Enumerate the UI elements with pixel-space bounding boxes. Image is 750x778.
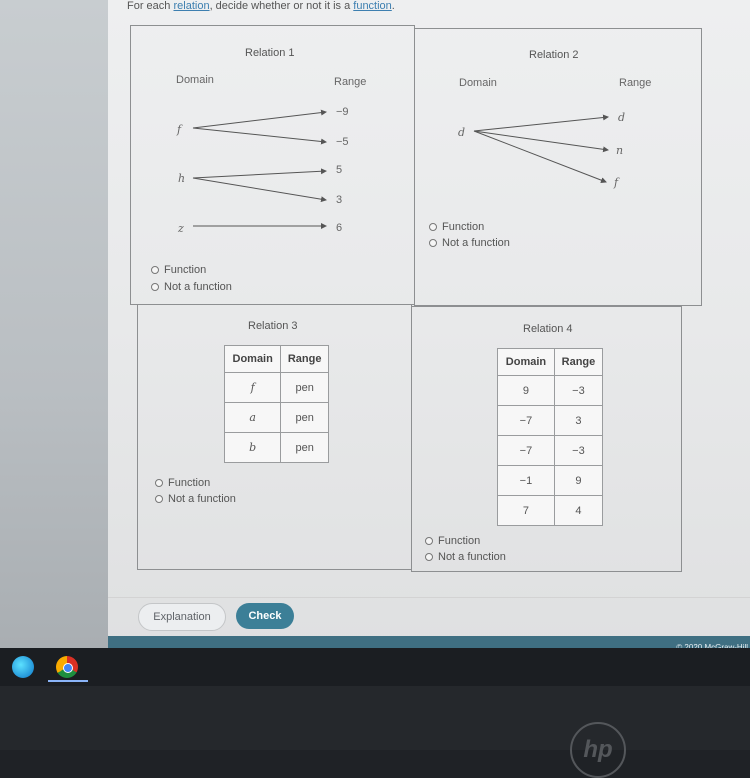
- explanation-button[interactable]: Explanation: [138, 603, 226, 631]
- table-row: −7 3: [498, 406, 603, 436]
- relation1-domain-item: z: [178, 222, 184, 235]
- copyright-bar: [108, 636, 750, 648]
- table-row: −7 −3: [498, 436, 603, 466]
- relation2-range-header: Range: [619, 77, 652, 89]
- table-header: Range: [281, 346, 329, 373]
- relation2-range-item: f: [614, 176, 619, 189]
- relation2-range-item: n: [616, 144, 624, 157]
- table-row: 7 4: [498, 496, 603, 526]
- table-header: Domain: [498, 349, 555, 376]
- relation2-option-not-function[interactable]: Not a function: [429, 237, 510, 249]
- table-header: Domain: [225, 346, 281, 373]
- relation1-range-item: 5: [336, 164, 343, 176]
- relation2-domain-item: d: [458, 126, 466, 139]
- monitor-bezel: [0, 686, 750, 750]
- relation2-arrow: [474, 131, 606, 182]
- relation1-domain-item: f: [177, 123, 182, 136]
- relation2-arrow: [474, 117, 608, 131]
- table-header: Range: [554, 349, 602, 376]
- relation2-domain-header: Domain: [459, 77, 497, 89]
- relation1-arrow: [193, 171, 326, 178]
- function-link[interactable]: function: [353, 0, 392, 12]
- relation1-arrow: [193, 112, 326, 128]
- relation4-title: Relation 4: [523, 323, 573, 335]
- relation2-range-item: d: [618, 111, 626, 124]
- relation1-title: Relation 1: [245, 47, 295, 59]
- table-row: f pen: [225, 373, 329, 403]
- relation1-arrow: [193, 178, 326, 200]
- table-row: b pen: [225, 433, 329, 463]
- relation4-option-not-function[interactable]: Not a function: [425, 551, 506, 563]
- taskbar: [0, 648, 750, 686]
- relation1-domain-item: h: [178, 172, 186, 185]
- relation3-option-function[interactable]: Function: [155, 477, 210, 489]
- relation4-table: [497, 348, 603, 526]
- table-row: −1 9: [498, 466, 603, 496]
- edge-icon[interactable]: [12, 656, 34, 678]
- relation3-option-not-function[interactable]: Not a function: [155, 493, 236, 505]
- chrome-icon[interactable]: [56, 656, 78, 678]
- relation1-range-item: −5: [336, 136, 349, 148]
- radio-icon[interactable]: [155, 479, 163, 487]
- table-row: a pen: [225, 403, 329, 433]
- relation1-option-not-function[interactable]: Not a function: [151, 281, 232, 293]
- relation1-range-item: 6: [336, 222, 343, 234]
- instruction-text: For each relation, decide whether or not it is a function.: [127, 0, 395, 12]
- radio-icon[interactable]: [155, 495, 163, 503]
- relation2-option-function[interactable]: Function: [429, 221, 484, 233]
- relation4-option-function[interactable]: Function: [425, 535, 480, 547]
- table-row: 9 −3: [498, 376, 603, 406]
- active-app-indicator: [48, 680, 88, 682]
- hp-logo-icon: hp: [570, 722, 626, 778]
- relation1-arrow: [193, 128, 326, 142]
- relation1-range-item: −9: [336, 106, 349, 118]
- relation1-domain-header: Domain: [176, 74, 214, 86]
- radio-icon[interactable]: [151, 266, 159, 274]
- radio-icon[interactable]: [425, 537, 433, 545]
- relation2-title: Relation 2: [529, 49, 579, 61]
- check-button[interactable]: Check: [236, 603, 294, 629]
- relation3-title: Relation 3: [248, 320, 298, 332]
- relation3-table: [224, 345, 329, 463]
- relation1-range-header: Range: [334, 76, 367, 88]
- radio-icon[interactable]: [151, 283, 159, 291]
- radio-icon[interactable]: [425, 553, 433, 561]
- relation2-arrow: [474, 131, 608, 150]
- radio-icon[interactable]: [429, 239, 437, 247]
- relation1-range-item: 3: [336, 194, 343, 206]
- relation-link[interactable]: relation: [173, 0, 210, 12]
- radio-icon[interactable]: [429, 223, 437, 231]
- relation1-option-function[interactable]: Function: [151, 264, 206, 276]
